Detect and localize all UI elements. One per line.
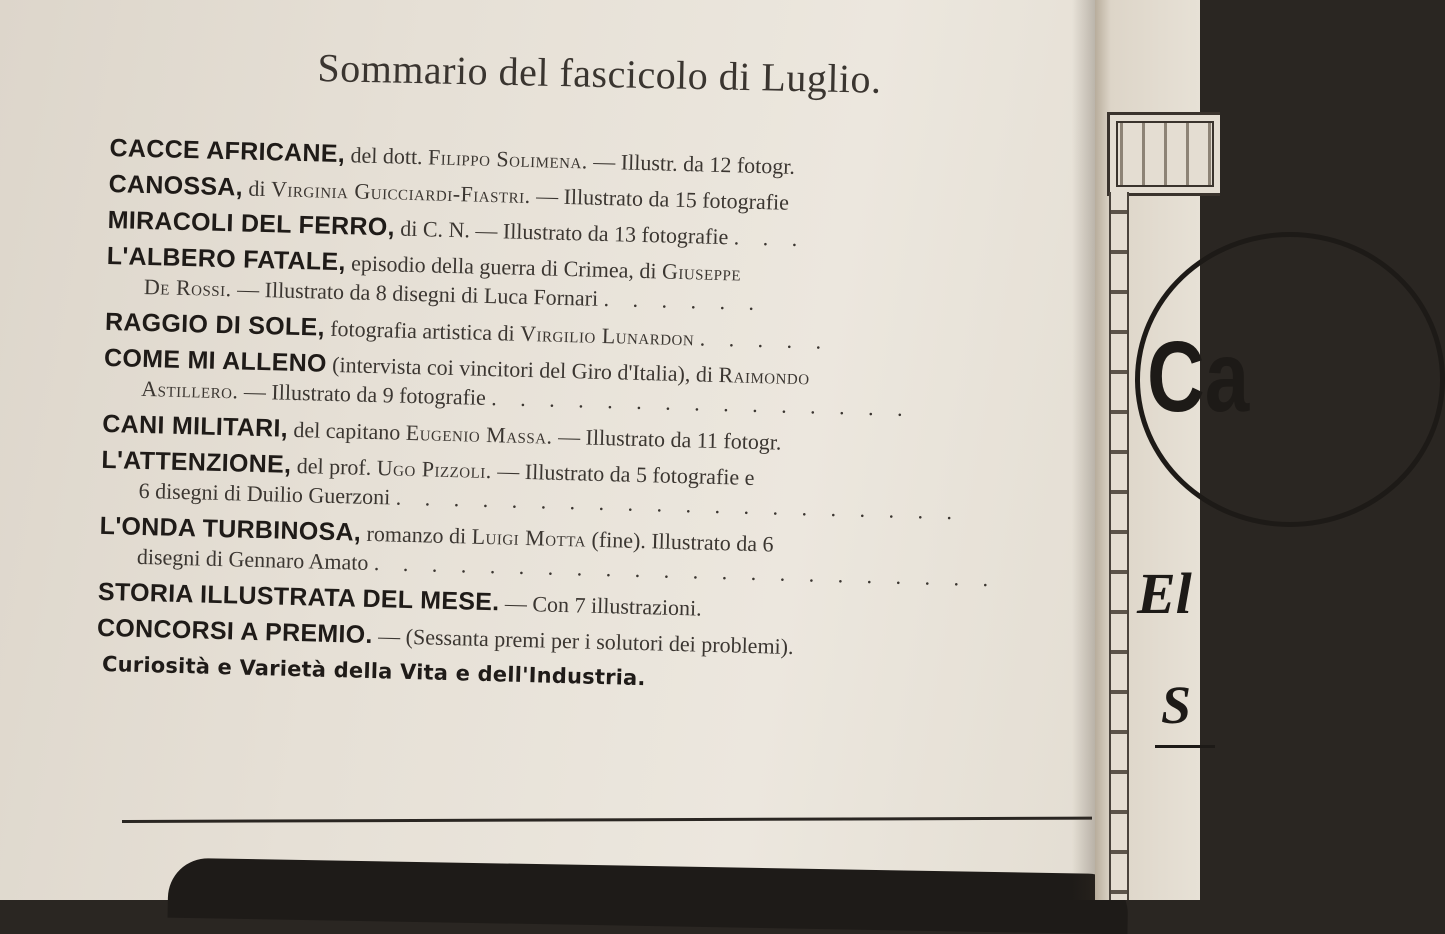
- entry-heading: CANOSSA,: [108, 169, 244, 202]
- toc-entry-curiosita: Curiosità e Varietà della Vita e dell'Industria.: [101, 651, 646, 691]
- entry-text: — Illustrato da 15 fotografie: [530, 183, 790, 215]
- entry-text: — Illustrato da 5 fotografie e: [491, 458, 755, 490]
- entry-author: Luigi Motta: [471, 523, 587, 552]
- leader-dots: . . . . . . . . . . . . . . . . . . . .: [395, 484, 962, 525]
- leader-dots: . . . . . .: [603, 285, 764, 316]
- entry-heading: COME MI ALLENO: [103, 343, 328, 378]
- entry-text: — Illustrato da 8 disegni di Luca Fornari: [231, 276, 599, 311]
- entry-text: — Illustr. da 12 fotogr.: [587, 148, 796, 179]
- entry-heading: L'ALBERO FATALE,: [106, 241, 347, 277]
- entry-text: (fine). Illustrato da 6: [585, 526, 774, 557]
- entry-author: Giuseppe: [661, 258, 742, 286]
- entry-author: Filippo Solimena.: [427, 144, 589, 174]
- page-title: Sommario del fascicolo di Luglio.: [317, 44, 883, 102]
- entry-text: di C. N. — Illustrato da 13 fotografie: [394, 215, 729, 250]
- entry-author: De Rossi.: [143, 273, 233, 302]
- entry-heading: CACCE AFRICANE,: [109, 133, 346, 169]
- horizontal-rule: [122, 817, 1092, 823]
- facing-page: [1095, 0, 1250, 900]
- leader-dots: . . . . . . . . . . . . . . .: [491, 385, 913, 422]
- entry-author: Raimondo: [718, 362, 810, 390]
- entry-text: 6 disegni di Duilio Guerzoni: [138, 477, 391, 510]
- entry-text: episodio della guerra di Crimea, di: [345, 250, 663, 284]
- entry-heading: L'ATTENZIONE,: [101, 445, 292, 479]
- leader-dots: . . .: [733, 224, 807, 252]
- leader-dots: . . . . . . . . . . . . . . . . . . . . . .: [373, 550, 998, 592]
- advert-rule: [1155, 745, 1215, 748]
- entry-heading: CANI MILITARI,: [102, 409, 289, 443]
- entry-text: — Illustrato da 9 fotografie: [238, 378, 487, 410]
- entry-text: — (Sessanta premi per i solutori dei problemi).: [372, 623, 794, 660]
- decorative-border: [1109, 192, 1129, 900]
- entry-text: del dott.: [344, 142, 429, 170]
- leader-dots: . . . . .: [699, 325, 831, 354]
- entry-heading: L'ONDA TURBINOSA,: [99, 511, 362, 547]
- entry-author: Ugo Pizzoli.: [376, 455, 493, 484]
- entry-heading: STORIA ILLUSTRATA DEL MESE.: [97, 577, 500, 617]
- entry-text: del prof.: [290, 452, 378, 481]
- entry-text: disegni di Gennaro Amato: [136, 543, 369, 575]
- entry-author: Virginia Guicciardi-Fiastri.: [270, 176, 531, 209]
- table-of-contents: [96, 133, 1070, 704]
- advert-script-text-lower: S: [1161, 675, 1192, 735]
- entry-text: (intervista coi vincitori del Giro d'Italia), di: [326, 351, 719, 388]
- entry-author: Virgilio Lunardon: [519, 320, 695, 351]
- entry-text: romanzo di: [360, 520, 472, 549]
- entry-text: di: [242, 175, 272, 202]
- advert-large-text: Ca: [1147, 321, 1250, 433]
- entry-text: — Con 7 illustrazioni.: [499, 590, 702, 621]
- dark-image-edge: [168, 858, 1129, 934]
- entry-heading: MIRACOLI DEL FERRO,: [107, 205, 396, 242]
- entry-text: del capitano: [287, 416, 407, 445]
- entry-author: Astillero.: [140, 375, 239, 404]
- ornamental-frame: [1107, 112, 1220, 196]
- advert-script-text: El: [1137, 561, 1192, 626]
- entry-text: — Illustrato da 11 fotogr.: [552, 423, 782, 455]
- entry-heading: CONCORSI A PREMIO.: [96, 613, 374, 650]
- entry-author: Eugenio Massa.: [405, 419, 553, 449]
- entry-heading: RAGGIO DI SOLE,: [104, 307, 326, 342]
- entry-text: fotografia artistica di: [324, 315, 521, 346]
